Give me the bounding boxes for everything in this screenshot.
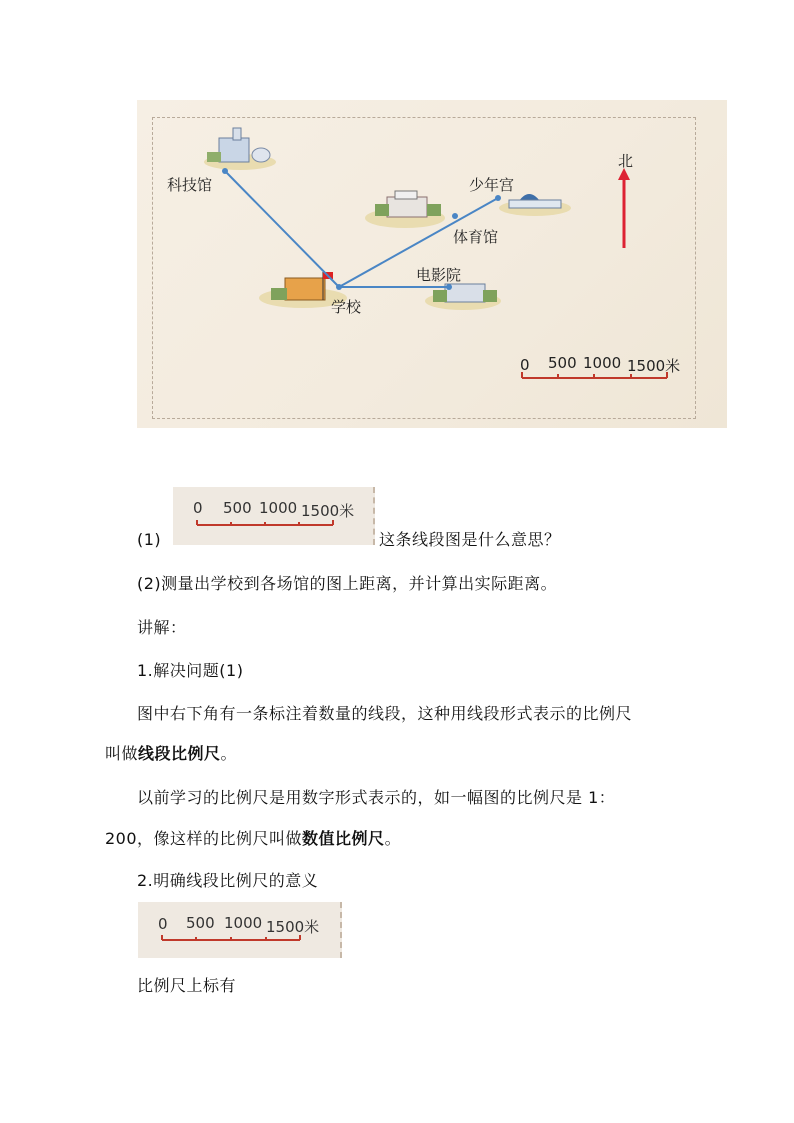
label-north: 北 bbox=[618, 152, 634, 170]
scale-image-1 bbox=[173, 487, 375, 545]
scale-image-1-tick-1000: 1000 bbox=[259, 499, 298, 517]
scale-image-1-tick-500: 500 bbox=[223, 499, 252, 517]
section-2-title: 2.明确线段比例尺的意义 bbox=[137, 871, 319, 890]
label-school: 学校 bbox=[331, 298, 362, 316]
science-museum-building-icon bbox=[204, 128, 276, 170]
paragraph-1-line-1: 图中右下角有一条标注着数量的线段，这种用线段形式表示的比例尺 bbox=[137, 704, 633, 723]
paragraph-2-line-1: 以前学习的比例尺是用数字形式表示的，如一幅图的比例尺是 1： bbox=[137, 788, 616, 807]
label-stadium: 体育馆 bbox=[453, 228, 499, 246]
map-illustration bbox=[137, 100, 727, 428]
label-science-museum: 科技馆 bbox=[167, 176, 213, 194]
label-youth-palace: 少年宫 bbox=[469, 176, 515, 194]
paragraph-2-line-2 bbox=[105, 829, 401, 849]
p1-line2-pre: 叫做 bbox=[105, 744, 139, 763]
p2-line2-pre: 200，像这样的比例尺叫做 bbox=[105, 829, 303, 848]
section-1-title: 1.解决问题(1) bbox=[137, 661, 244, 680]
paragraph-1-line-2 bbox=[105, 744, 237, 764]
scale-image-1-tick-1500: 1500米 bbox=[301, 502, 355, 520]
scale-image-2-tick-1000: 1000 bbox=[224, 914, 263, 932]
stadium-building-icon bbox=[365, 191, 445, 228]
scale-image-2 bbox=[138, 902, 342, 958]
scale-image-2-bar bbox=[138, 902, 340, 958]
term-numeric-scale: 数值比例尺 bbox=[302, 829, 385, 848]
scale-image-2-tick-1500: 1500米 bbox=[266, 918, 320, 936]
map-scale-tick-500: 500 bbox=[548, 354, 577, 372]
map-scale-tick-1500: 1500米 bbox=[627, 357, 681, 375]
question-2-text: (2)测量出学校到各场馆的图上距离，并计算出实际距离。 bbox=[137, 574, 558, 593]
p2-line2-post: 。 bbox=[384, 829, 402, 848]
scale-image-1-tick-0: 0 bbox=[193, 499, 203, 517]
p1-line2-post: 。 bbox=[220, 744, 238, 763]
map-scale-tick-0: 0 bbox=[520, 356, 530, 374]
explanation-heading: 讲解： bbox=[137, 618, 187, 637]
question-1-text: 这条线段图是什么意思？ bbox=[379, 530, 561, 549]
youth-palace-building-icon bbox=[499, 194, 571, 216]
question-1-prefix: (1) bbox=[137, 530, 162, 549]
scale-image-1-bar bbox=[173, 487, 373, 545]
scale-image-2-tick-0: 0 bbox=[158, 915, 168, 933]
label-cinema: 电影院 bbox=[416, 266, 462, 284]
last-line: 比例尺上标有 bbox=[137, 976, 237, 995]
scale-image-2-tick-500: 500 bbox=[186, 914, 215, 932]
map-scale-tick-1000: 1000 bbox=[583, 354, 622, 372]
north-arrow-icon bbox=[618, 168, 630, 248]
term-line-scale: 线段比例尺 bbox=[138, 744, 221, 763]
